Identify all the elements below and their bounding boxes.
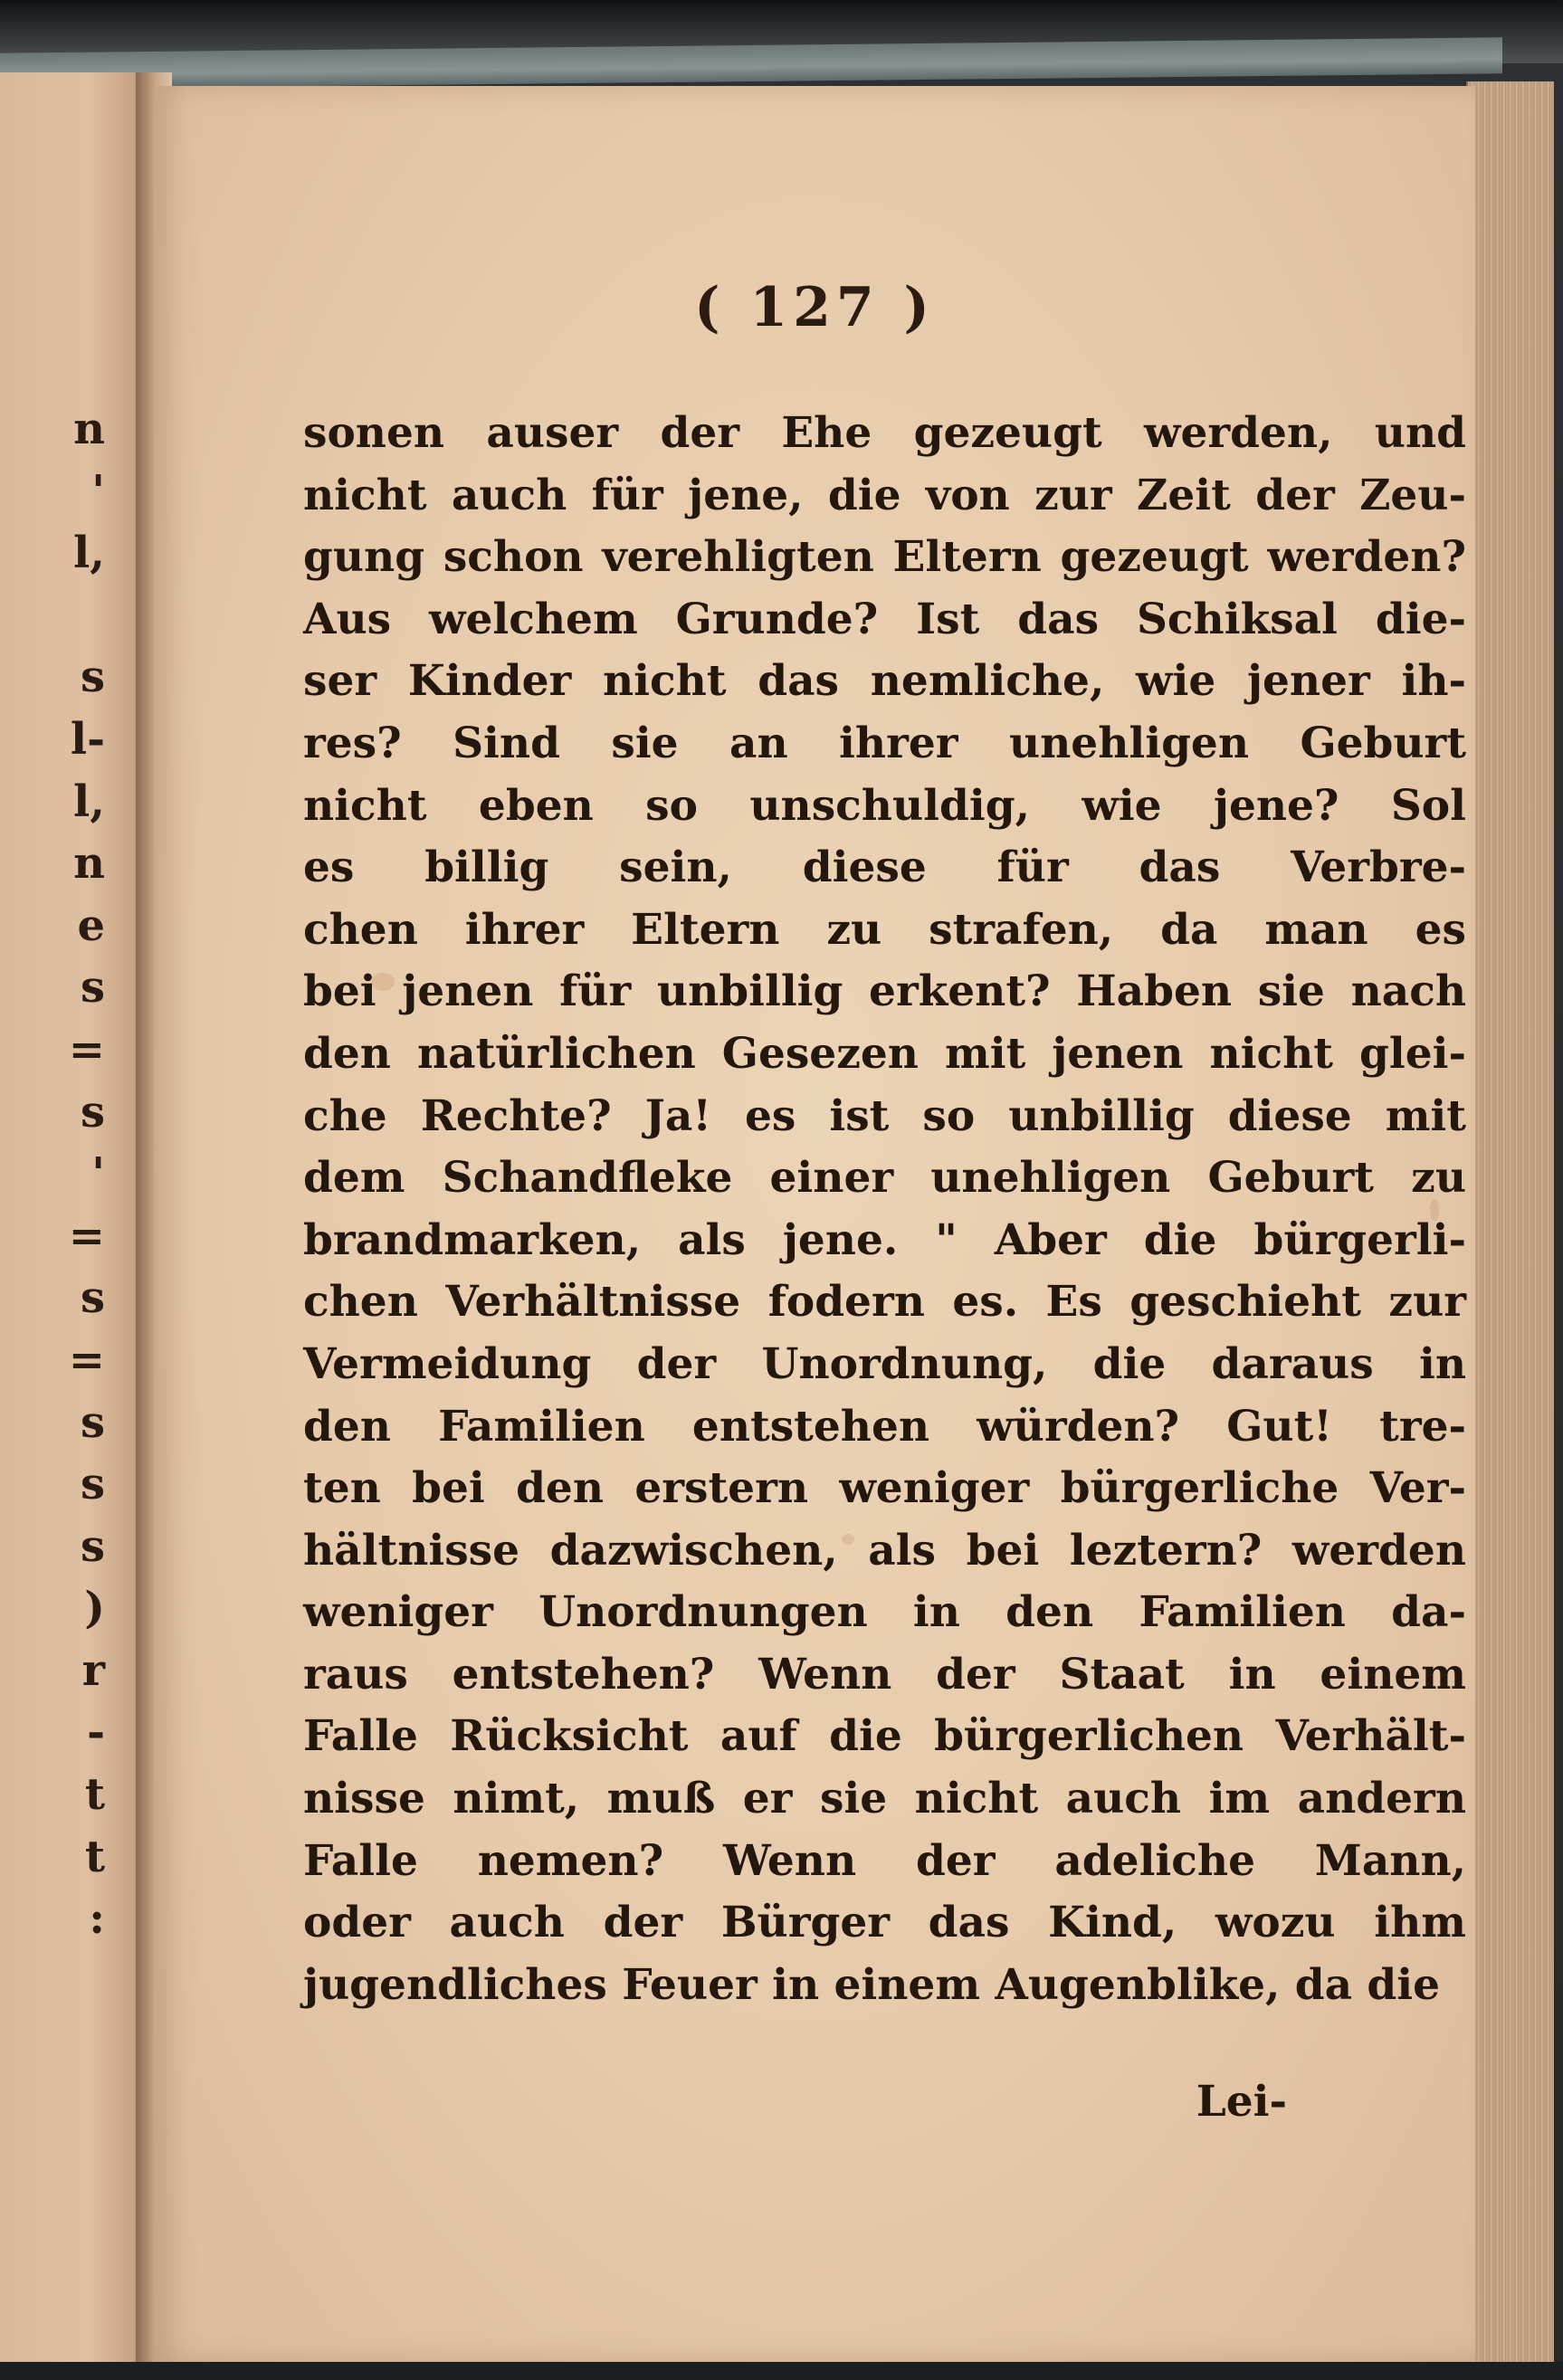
text-line: oder auch der Bürger das Kind, wozu ihm xyxy=(303,1898,1466,1948)
left-line-ending: l- xyxy=(70,713,105,765)
left-line-ending: n xyxy=(73,838,105,890)
left-line-ending xyxy=(4,585,112,647)
text-line: raus entstehen? Wenn der Staat in einem xyxy=(303,1649,1466,1699)
text-line: chen Verhältnisse fodern es. Es geschieht zur xyxy=(303,1277,1466,1328)
left-line-ending: s xyxy=(80,1396,105,1448)
left-line-ending: s xyxy=(80,1086,105,1138)
text-line: sonen auser der Ehe gezeugt werden, und xyxy=(303,408,1466,458)
text-line: Falle Rücksicht auf die bürgerlichen Verhält- xyxy=(303,1711,1466,1762)
left-line-ending: ' xyxy=(91,465,105,517)
text-line: che Rechte? Ja! es ist so unbillig diese mit xyxy=(303,1090,1466,1141)
left-line-ending: s xyxy=(80,1520,105,1572)
text-line: bei jenen für unbillig erkent? Haben sie nach xyxy=(303,966,1466,1017)
text-line: ser Kinder nicht das nemliche, wie jener ih- xyxy=(303,656,1466,707)
left-line-ending: : xyxy=(89,1893,105,1945)
left-line-ending: r xyxy=(81,1644,105,1696)
left-line-ending: = xyxy=(68,1334,105,1385)
text-line: gung schon verehligten Eltern gezeugt werden? xyxy=(303,532,1466,583)
left-line-ending: = xyxy=(68,1210,105,1261)
left-line-ending: s xyxy=(80,1459,105,1510)
text-line: es billig sein, diese für das Verbre- xyxy=(303,843,1466,893)
text-line: Vermeidung der Unordnung, die daraus in xyxy=(303,1338,1466,1389)
left-line-ending: l, xyxy=(73,776,105,827)
body-text xyxy=(303,403,1466,2016)
text-line: brandmarken, als jene. " Aber die bürgerli- xyxy=(303,1214,1466,1265)
text-line: hältnisse dazwischen, als bei leztern? werden xyxy=(303,1525,1466,1576)
text-line: nicht auch für jene, die von zur Zeit der Zeu- xyxy=(303,470,1466,520)
left-line-ending: s xyxy=(80,652,105,703)
text-line: nisse nimt, muß er sie nicht auch im andern xyxy=(303,1774,1466,1824)
left-line-ending: l, xyxy=(73,528,105,579)
left-line-ending: t xyxy=(84,1769,105,1821)
text-line: ten bei den erstern weniger bürgerliche Ver- xyxy=(303,1463,1466,1514)
left-line-ending: s xyxy=(80,962,105,1014)
left-line-ending: = xyxy=(68,1023,105,1075)
text-line: weniger Unordnungen in den Familien da- xyxy=(303,1587,1466,1638)
left-line-ending: ) xyxy=(84,1583,105,1634)
text-line: Falle nemen? Wenn der adeliche Mann, xyxy=(303,1835,1466,1886)
text-line: chen ihrer Eltern zu strafen, da man es xyxy=(303,904,1466,955)
text-line: den Familien entstehen würden? Gut! tre- xyxy=(303,1401,1466,1452)
text-line: den natürlichen Gesezen mit jenen nicht glei- xyxy=(303,1028,1466,1079)
left-line-ending: e xyxy=(77,900,105,951)
right-page xyxy=(154,86,1475,2362)
text-line: Aus welchem Grunde? Ist das Schiksal die- xyxy=(303,594,1466,644)
text-line: res? Sind sie an ihrer unehligen Geburt xyxy=(303,718,1466,768)
left-line-ending: n xyxy=(73,404,105,454)
left-line-ending: s xyxy=(80,1272,105,1324)
left-page xyxy=(0,72,145,2371)
catchword: Lei- xyxy=(1196,2077,1287,2127)
scanner-bed-bottom xyxy=(0,2362,1563,2380)
left-line-ending: t xyxy=(84,1831,105,1882)
page-number: ( 127 ) xyxy=(694,276,935,339)
text-line: nicht eben so unschuldig, wie jene? Sol xyxy=(303,780,1466,831)
page-stack-edges xyxy=(1466,81,1554,2362)
left-line-ending: ' xyxy=(91,1148,105,1200)
text-line: jugendliches Feuer in einem Augenblike, da die xyxy=(303,1959,1441,2010)
left-line-ending: - xyxy=(87,1707,105,1758)
text-line: dem Schandfleke einer unehligen Geburt zu xyxy=(303,1153,1466,1204)
left-page-line-endings xyxy=(4,398,112,1950)
